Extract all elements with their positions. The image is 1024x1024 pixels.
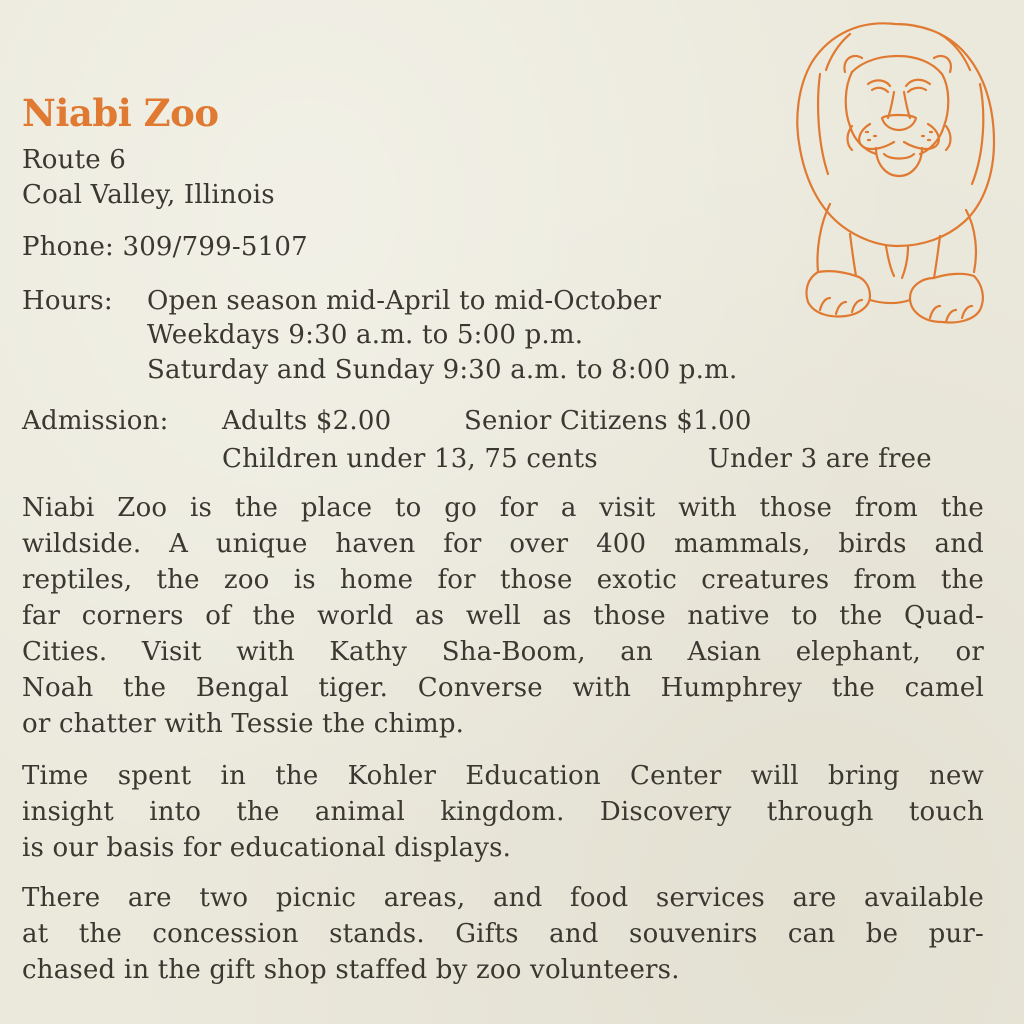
hours-weekdays: Weekdays 9:30 a.m. to 5:00 p.m. bbox=[147, 320, 584, 350]
paragraph-line: is our basis for educational displays. bbox=[22, 833, 512, 863]
paragraph-line: at the concession stands. Gifts and souvenirs can be pur- bbox=[22, 919, 984, 949]
admission-free: Under 3 are free bbox=[708, 444, 932, 474]
paragraph-education bbox=[22, 758, 984, 866]
hours-season: Open season mid-April to mid-October bbox=[147, 286, 662, 316]
admission-label: Admission: bbox=[22, 406, 169, 436]
paragraph-line: insight into the animal kingdom. Discovery through touch bbox=[22, 797, 984, 827]
hours-label: Hours: bbox=[22, 286, 113, 316]
admission-children: Children under 13, 75 cents bbox=[222, 444, 598, 474]
phone-number: Phone: 309/799-5107 bbox=[22, 232, 308, 262]
admission-seniors: Senior Citizens $1.00 bbox=[464, 406, 752, 436]
paragraph-line: Niabi Zoo is the place to go for a visit with those from the bbox=[22, 493, 984, 523]
admission-adults: Adults $2.00 bbox=[222, 406, 392, 436]
paragraph-amenities bbox=[22, 880, 984, 988]
paragraph-line: Time spent in the Kohler Education Center will bring new bbox=[22, 761, 984, 791]
paragraph-line: or chatter with Tessie the chimp. bbox=[22, 709, 465, 739]
paragraph-line: wildside. A unique haven for over 400 mammals, birds and bbox=[22, 529, 984, 559]
paragraph-line: reptiles, the zoo is home for those exotic creatures from the bbox=[22, 565, 984, 595]
paragraph-line: Cities. Visit with Kathy Sha-Boom, an Asian elephant, or bbox=[22, 637, 984, 667]
address-line-2: Coal Valley, Illinois bbox=[22, 180, 275, 210]
address-line-1: Route 6 bbox=[22, 145, 127, 175]
paragraph-line: chased in the gift shop staffed by zoo volunteers. bbox=[22, 955, 680, 985]
paragraph-animals bbox=[22, 490, 984, 742]
paragraph-line: There are two picnic areas, and food services are available bbox=[22, 883, 984, 913]
lion-icon bbox=[790, 14, 1000, 334]
page-title: Niabi Zoo bbox=[22, 91, 219, 135]
paragraph-line: Noah the Bengal tiger. Converse with Humphrey the camel bbox=[22, 673, 984, 703]
hours-weekend: Saturday and Sunday 9:30 a.m. to 8:00 p.m. bbox=[147, 355, 738, 385]
paragraph-line: far corners of the world as well as those native to the Quad- bbox=[22, 601, 984, 631]
